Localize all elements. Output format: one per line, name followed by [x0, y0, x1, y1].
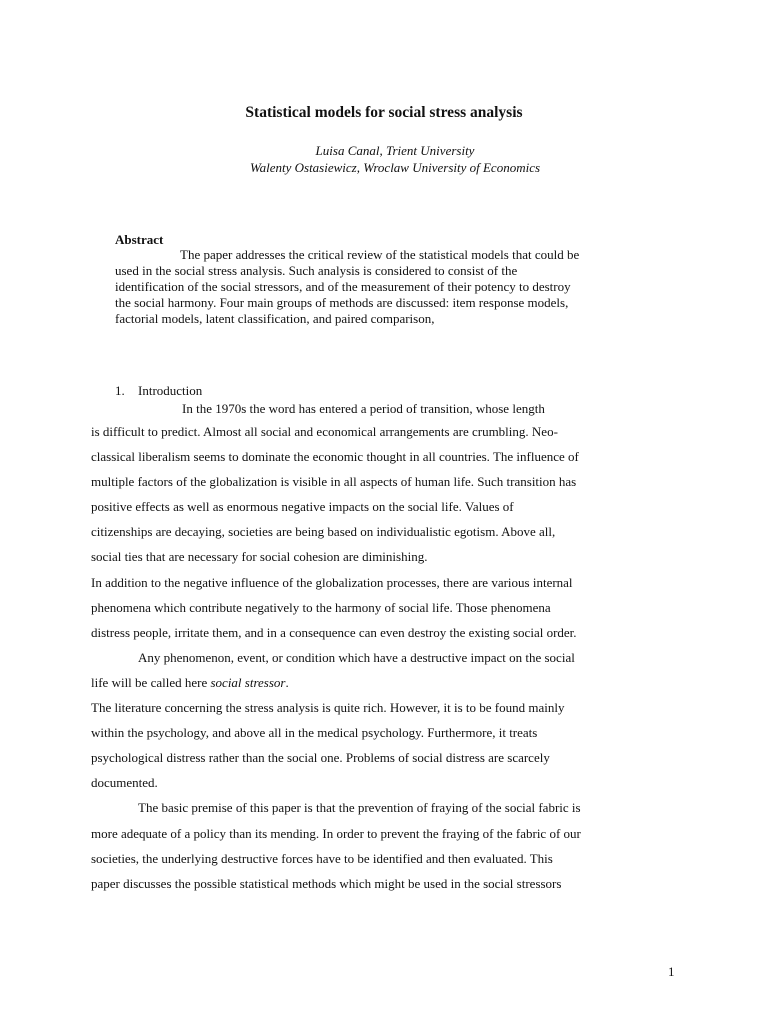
body-line: In the 1970s the word has entered a period of transition, whose length	[182, 401, 545, 416]
body-line: Any phenomenon, event, or condition which have a destructive impact on the social	[138, 649, 575, 665]
section-heading	[115, 383, 202, 399]
emphasis-term: social stressor	[210, 674, 286, 690]
body-line: citizenships are decaying, societies are being based on individualistic egotism. Above all,	[91, 524, 556, 540]
body-line: In addition to the negative influence of the globalization processes, there are various internal	[91, 574, 573, 590]
body-line: paper discusses the possible statistical methods which might be used in the social stressors	[91, 875, 562, 891]
body-line-punct: .	[285, 674, 289, 690]
abstract-heading: Abstract	[115, 232, 164, 247]
body-line: societies, the underlying destructive forces have to be identified and then evaluated. This	[91, 850, 553, 866]
body-line: The basic premise of this paper is that the prevention of fraying of the social fabric is	[138, 800, 581, 816]
abstract-line: used in the social stress analysis. Such analysis is considered to consist of the	[115, 263, 518, 278]
body-line: positive effects as well as enormous negative impacts on the social life. Values of	[91, 499, 514, 515]
section-title: Introduction	[138, 383, 203, 398]
body-line: phenomena which contribute negatively to the harmony of social life. Those phenomena	[91, 599, 551, 615]
abstract-line: The paper addresses the critical review of the statistical models that could be	[180, 247, 580, 262]
abstract-line: the social harmony. Four main groups of methods are discussed: item response models,	[115, 295, 569, 310]
author-line-2: Walenty Ostasiewicz, Wroclaw University of Economics	[249, 160, 541, 175]
body-line: social ties that are necessary for social cohesion are diminishing.	[91, 549, 428, 565]
body-line: is difficult to predict. Almost all social and economical arrangements are crumbling. Neo-	[91, 424, 558, 439]
body-line	[91, 670, 681, 695]
body-line: distress people, irritate them, and in a consequence can even destroy the existing social order.	[91, 624, 577, 640]
author-line-1: Luisa Canal, Trient University	[315, 143, 475, 158]
abstract-body	[115, 247, 675, 327]
body-line: more adequate of a policy than its mending. In order to prevent the fraying of the fabric of our	[91, 825, 581, 841]
paper-title: Statistical models for social stress analysis	[245, 104, 523, 121]
body-line: psychological distress rather than the social one. Problems of social distress are scarcely	[91, 750, 550, 766]
page-number: 1	[668, 964, 675, 979]
body-line-text: life will be called here	[91, 674, 211, 690]
body-text	[91, 399, 681, 896]
abstract-line: factorial models, latent classification, and paired comparison,	[115, 311, 435, 326]
body-line: documented.	[91, 775, 158, 791]
body-line: The literature concerning the stress analysis is quite rich. However, it is to be found mainly	[91, 700, 565, 716]
body-line: within the psychology, and above all in the medical psychology. Furthermore, it treats	[91, 725, 538, 741]
body-line: classical liberalism seems to dominate the economic thought in all countries. The influence of	[91, 449, 579, 465]
abstract-line: identification of the social stressors, and of the measurement of their potency to destroy	[115, 279, 571, 294]
body-line: multiple factors of the globalization is visible in all aspects of human life. Such transition has	[91, 474, 577, 490]
section-number: 1.	[115, 383, 125, 398]
